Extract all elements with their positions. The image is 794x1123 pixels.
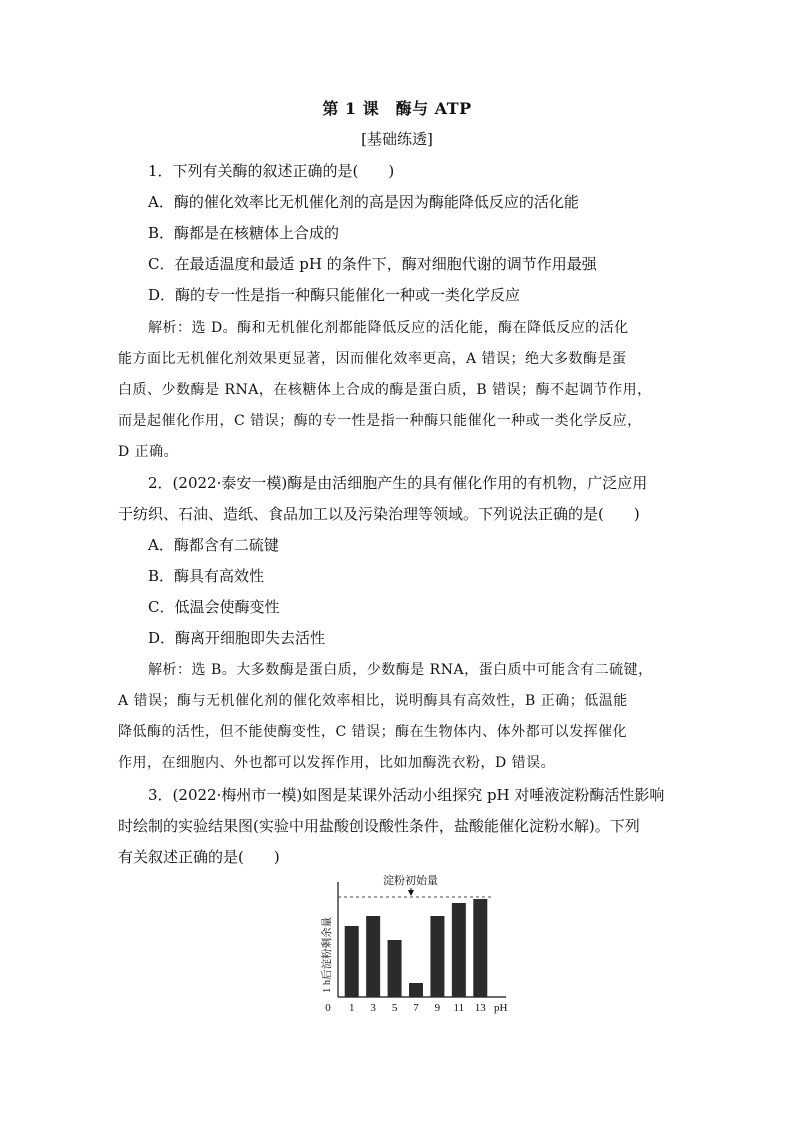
bar-ph-9 xyxy=(430,916,444,997)
q2-stem-line: 于纺织、石油、造纸、食品加工以及污染治理等领域。下列说法正确的是( ) xyxy=(118,505,640,523)
x-tick-label: 9 xyxy=(434,1002,441,1014)
bar-ph-13 xyxy=(473,899,487,997)
bar-ph-11 xyxy=(452,903,466,997)
x-origin-label: 0 xyxy=(325,1002,331,1014)
q2-option-a: A．酶都含有二硫键 xyxy=(148,536,279,554)
q2-explanation-line: 降低酶的活性，但不能使酶变性，C 错误；酶在生物体内、体外都可以发挥催化 xyxy=(118,724,628,740)
section-heading: [基础练透] xyxy=(361,130,433,148)
q2-option-b: B．酶具有高效性 xyxy=(148,567,265,585)
bar-ph-1 xyxy=(345,926,359,997)
x-tick-label: 1 xyxy=(348,1002,355,1014)
bar-ph-5 xyxy=(388,940,402,997)
x-tick-label: 3 xyxy=(370,1002,376,1014)
q1-option-d: D．酶的专一性是指一种酶只能催化一种或一类化学反应 xyxy=(148,286,521,304)
x-tick-label: 11 xyxy=(453,1002,465,1014)
q1-explanation-line: 解析：选 D。酶和无机催化剂都能降低反应的活化能，酶在降低反应的活化 xyxy=(148,320,629,336)
x-tick-label: 13 xyxy=(474,1002,486,1014)
q1-stem: 1．下列有关酶的叙述正确的是( ) xyxy=(148,162,395,180)
q1-explanation-line: 而是起催化作用，C 错误；酶的专一性是指一种酶只能催化一种或一类化学反应， xyxy=(118,413,642,429)
q2-explanation-line: A 错误；酶与无机催化剂的催化效率相比，说明酶具有高效性，B 正确；低温能 xyxy=(118,693,628,709)
q2-option-c: C．低温会使酶变性 xyxy=(148,598,280,616)
q2-option-d: D．酶离开细胞即失去活性 xyxy=(148,629,326,647)
q3-stem-line: 时绘制的实验结果图(实验中用盐酸创设酸性条件，盐酸能催化淀粉水解)。下列 xyxy=(118,817,640,835)
q1-option-b: B．酶都是在核糖体上合成的 xyxy=(148,224,340,242)
q2-stem-line: 2．(2022·泰安一模)酶是由活细胞产生的具有催化作用的有机物，广泛应用 xyxy=(148,474,648,492)
q1-option-a: A．酶的催化效率比无机催化剂的高是因为酶能降低反应的活化能 xyxy=(148,193,579,211)
ph-enzyme-activity-chart xyxy=(300,872,520,1017)
q3-stem-line: 3．(2022·梅州市一模)如图是某课外活动小组探究 pH 对唾液淀粉酶活性影响 xyxy=(148,786,665,804)
q1-explanation-line: D 正确。 xyxy=(118,444,179,460)
q1-explanation-line: 能方面比无机催化剂效果更显著，因而催化效率更高，A 错误；绝大多数酶是蛋 xyxy=(118,351,627,367)
bar-ph-3 xyxy=(366,916,380,997)
x-tick-label: 5 xyxy=(391,1002,398,1014)
q2-explanation-line: 解析：选 B。大多数酶是蛋白质，少数酶是 RNA，蛋白质中可能含有二硫键， xyxy=(148,662,653,678)
x-axis-label: pH xyxy=(494,1002,508,1014)
y-axis-label: 1 h后淀粉剩余量 xyxy=(322,916,333,993)
q1-explanation-line: 白质、少数酶是 RNA，在核糖体上合成的酶是蛋白质，B 错误；酶不起调节作用， xyxy=(118,382,652,398)
bar-ph-7 xyxy=(409,983,423,997)
page-title: 第 1 课 酶与 ATP xyxy=(322,99,472,118)
q2-explanation-line: 作用，在细胞内、外也都可以发挥作用，比如加酶洗衣粉，D 错误。 xyxy=(118,755,556,771)
reference-line-label: 淀粉初始量 xyxy=(383,875,438,887)
q1-option-c: C．在最适温度和最适 pH 的条件下，酶对细胞代谢的调节作用最强 xyxy=(148,255,597,273)
x-tick-label: 7 xyxy=(413,1002,419,1014)
q3-stem-line: 有关叙述正确的是( ) xyxy=(118,848,280,866)
